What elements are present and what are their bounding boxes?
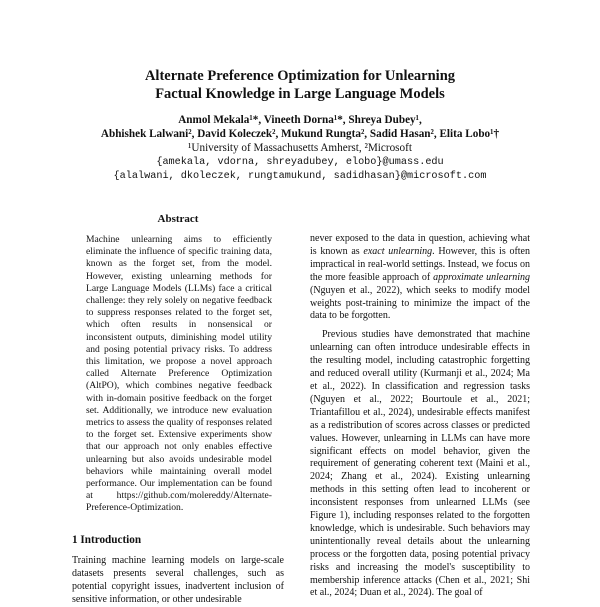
right-column (310, 233, 530, 600)
right-paragraph-1 (310, 233, 530, 323)
title-line-1: Alternate Preference Optimization for Unlearning (144, 68, 456, 84)
p1-text-c: (Nguyen et al., 2022), which seeks to modify model weights post-training to minimize the impact of the data to be forgotten. (310, 284, 530, 322)
introduction-text: Training machine learning models on large-scale datasets presents several challenges, such as potential copyright issues, inadvertent inclusion of sensitive information, or other undesirable (72, 555, 284, 605)
abstract-text: Machine unlearning aims to efficiently eliminate the influence of specific training data, known as the forget set, from the model. However, existing unlearning methods for Large Language Models (LLMs) face a critical challenge: they rely solely on negative feedback to suppress responses related to the forget set, which often results in nonsensical or inconsistent outputs, diminishing model utility and posing potential privacy risks. To address this limitation, we propose a novel approach called Alternate Preference Optimization (AltPO), which combines negative feedback with in-domain positive feedback on the forget set. Additionally, we introduce new evaluation metrics to assess the quality of responses related to the forget set. Extensive experiments show that our approach not only enables effective unlearning but also avoids undesirable model behaviors while maintaining overall model performance. Our implementation can be found at https://github.com/molereddy/Alternate-Preference-Optimization. (86, 234, 272, 514)
abstract-body (86, 234, 272, 515)
p1-text-b: . However, this is often impractical in real-world settings. Instead, we focus on the more feasible approach of (310, 245, 530, 283)
title-line-2: Factual Knowledge in Large Language Models (155, 86, 445, 102)
abstract-heading: Abstract (157, 213, 199, 225)
emails-line-2: {alalwani, dkoleczek, rungtamukund, sadidhasan}@microsoft.com (113, 170, 487, 182)
author-block (40, 113, 560, 184)
paper-title (60, 67, 540, 103)
affiliations: ¹University of Massachusetts Amherst, ²Microsoft (188, 142, 412, 155)
p1-emphasis-approximate: approximate unlearning (433, 271, 530, 283)
p1-text-a: never exposed to the data in question, achieving what is known as (310, 233, 530, 257)
authors-line-2: Abhishek Lalwani², David Koleczek², Mukund Rungta², Sadid Hasan², Elita Lobo¹† (100, 128, 500, 141)
introduction-body (72, 555, 284, 607)
introduction-heading: 1 Introduction (72, 534, 142, 546)
emails-line-1: {amekala, vdorna, shreyadubey, elobo}@umass.edu (156, 156, 444, 168)
authors-line-1: Anmol Mekala¹*, Vineeth Dorna¹*, Shreya Dubey¹, (178, 114, 422, 126)
p1-emphasis-exact: exact unlearning (363, 245, 433, 257)
right-paragraph-2: Previous studies have demonstrated that machine unlearning can often introduce undesirable effects in the resulting model, including catastrophic forgetting and reduced overall utility (Kurmanji et al., 2024; Ma et al., 2022). In classification and regression tasks (Nguyen et al., 2022; Bourtoule et al., 2021; Triantafillou et al., 2024), undesirable effects manifest as a redistribution of scores across classes or predicted values. However, unlearning in LLMs can have more significant effects on model behavior, given the requirement of generating coherent text (Maini et al., 2024; Zhang et al., 2024). Existing unlearning methods in this setting often lead to incoherent or inconsistent responses from unlearned LLMs (see Figure 1), including responses related to the forgotten knowledge, which is undesirable. Such behaviors may unintentionally reveal details about the unlearning process or the forgotten data, posing potential privacy risks and increasing the model's susceptibility to membership inference attacks (Chen et al., 2021; Shi et al., 2024; Duan et al., 2024). The goal of (310, 329, 530, 599)
